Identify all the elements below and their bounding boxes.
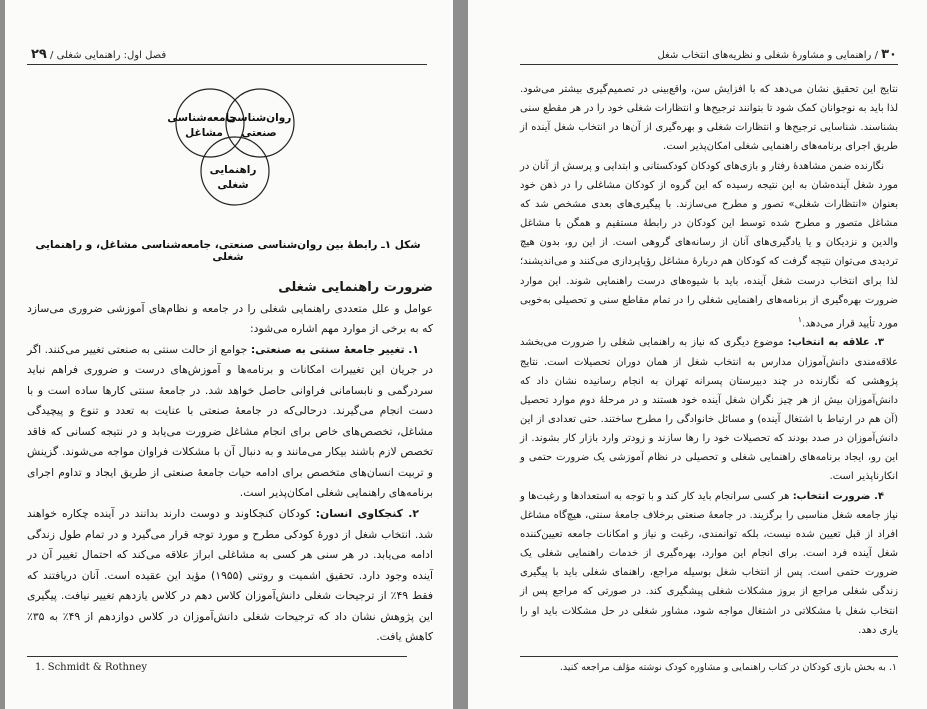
item-3-text: موضوع دیگری که نیاز به راهنمایی شغلی را ضرورت می‌بخشد علاقه‌مندی دانش‌آموزان مدارس به انتخاب شغل از همان دوران تحصیلات است. نتایج پژوهشی که نگارنده در چند دبیرستان پسرانه تهران به انجام رسانیده نشان داد که دانش‌آموزان بیش از هر چیز نگران شغل آینده خود هستند و در مرحلهٔ دوم موارد تحصیل (آن هم در ارتباط با اشتغال آینده) و مسائل خانوادگی را مطرح ساختند. حتی تعدادی از این دانش‌آموزان در صدد بودند که تحصیلات خود را رها سازند و زودتر وارد بازار کار بشوند. از این رو، ایجاد برنامه‌های راهنمایی شغلی و تحصیلی در نظام آموزشی یک ضرورت حتمی و انکارناپذیر است. (520, 337, 898, 483)
section-title: ضرورت راهنمایی شغلی (278, 280, 433, 295)
left-foot-rule (27, 656, 407, 657)
left-page (5, 0, 453, 709)
venn-label-industrial-psychology: روان‌شناسی صنعتی (226, 112, 292, 139)
intro-paragraph: عوامل و علل متعددی راهنمایی شغلی را در جامعه و نظام‌های آموزشی ضروری می‌سازد که به برخی از موارد مهم اشاره می‌شود: (27, 301, 433, 336)
item-3-heading: ۳. علاقه به انتخاب: (787, 337, 884, 349)
item-2-paragraph (27, 504, 433, 648)
right-page-number: ۳۰ (881, 47, 897, 62)
left-running-head: فصل اول: راهنمایی شغلی / ۲۹ (31, 47, 167, 62)
footnote-marker: ۱ (797, 314, 803, 324)
item-3-paragraph (520, 333, 898, 486)
item-2-heading: ۲. کنجکاوی انسان: (315, 507, 419, 521)
figure-caption: شکل ۱ـ رابطهٔ بین روان‌شناسی صنعتی، جامعه‌شناسی مشاغل، و راهنمایی شغلی (35, 239, 421, 263)
left-head-rule (27, 64, 427, 65)
right-body-text (520, 80, 898, 640)
right-head-rule (520, 64, 898, 65)
latin-footnote: 1. Schmidt & Rothney (35, 662, 147, 673)
left-body-text (27, 278, 433, 648)
item-4-text: هر کسی سرانجام باید کار کند و با توجه به استعدادها و رغبت‌ها و نیاز جامعه شغل مناسبی را برگزیند. در جامعهٔ صنعتی برخلاف جامعهٔ سنتی، هیچ‌گاه مشاغل افراد از قبل تعیین شده نیست، بلکه توانمندی، رغبت و نیاز و امکانات جامعه تعیین‌کننده شغل آینده فرد است. برای انجام این موارد، بهره‌گیری از خدمات راهنمایی شغلی یک ضرورت حتمی است. پس از انتخاب شغل بوسیله مراجع، راهنمای شغلی باید با پیگیری زندگی شغلی مراجع از بروز مشکلات شغلی پیشگیری کند. در صورتی که مراجع پس از انتخاب شغل با مشکلاتی در اشتغال مواجه شود، مشاور شغلی در حل مشکلات باید او را یاری دهد. (520, 490, 898, 636)
item-2-text: کودکان کنجکاوند و دوست دارند بدانند در آینده چکاره خواهند شد. انتخاب شغل از دورهٔ کودکی مطرح و مورد توجه قرار می‌گیرد و در تمام طول زندگی ادامه می‌یابد. در هر سنی هر کسی به مشاغلی ابراز علاقه می‌کند که احتمال تغییر آن در آینده وجود دارد. تحقیق اشمیت و روتنی (۱۹۵۵) مؤید این عقیده است. آنان دریافتند که فقط ۴۹٪ از ترجیحات شغلی دانش‌آموزان کلاس دهم در کلاس یازدهم تغییر نیافت. پیگیری این پژوهش نشان داد که ترجیحات شغلی دانش‌آموزان در کلاس دوازدهم از ۴۹٪ به ۳۵٪ کاهش یافت. (27, 507, 433, 644)
right-page (468, 0, 927, 709)
item-1-heading: ۱. تغییر جامعهٔ سنتی به صنعتی: (250, 342, 420, 356)
venn-label-occupational-sociology: جامعه‌شناسی مشاغل (167, 112, 237, 139)
item-1-text: جوامع از حالت سنتی به صنعتی تغییر می‌کنند. اگر در جریان این تغییرات امکانات و برنامه‌ها و آموزش‌های درست و ضروری فراهم نباید سردرگمی و نابسامانی فراوانی حاصل خواهد شد. در جامعهٔ سنتی کارها ساده است و با دست انجام می‌گیرند. درحالی‌که در جامعهٔ صنعتی با عنایت به تعدد و تنوع و پیچیدگی مشاغل، تخصص‌های خاص برای انجام مشاغل ضرورت می‌یابد و در نتیجه کسانی که فاقد تخصص لازم باشند بیکار می‌مانند و به دنبال آن با مشکلات فراوان مواجه می‌شوند. گزینش و تربیت انسان‌های متخصص برای ادامه حیات جامعهٔ صنعتی از طریق ایجاد و تداوم اجرای برنامه‌های راهنمایی شغلی امکان‌پذیر است. (27, 342, 433, 500)
paragraph-2 (520, 157, 898, 334)
venn-label-career-guidance: راهنمایی شغلی (209, 164, 257, 191)
item-4-paragraph (520, 487, 898, 640)
paragraph-2-text: نگارنده ضمن مشاهدهٔ رفتار و بازی‌های کودکان کودکستانی و ابتدایی و پرسش از آنان در مورد شغل آینده‌شان به این نتیجه رسیده که این گروه از کودکان مشاغلی را در ذهن خود بعنوان «انتظارات شغلی» تصور و مطرح می‌سازند. با پیگیری‌های بعدی مشخص شد که مشاغل متصور و مطرح شده توسط این کودکان در رابطهٔ مستقیم و همگن با مشاغل والدین و نزدیکان و یا یادگیری‌های آنان از رسانه‌های گروهی است. از این رو، بدون هیچ تردیدی می‌توان نتیجه گرفت که کودکان هم دربارهٔ مشاغل رؤیاپردازی می‌کنند و می‌اندیشند؛ لذا برای انتخاب درست شغل آینده، باید با شیوه‌های درست راهنمایی شوند. این موارد ضرورت بهره‌گیری از برنامه‌های راهنمایی شغلی را در تمام مقاطع سنی و تحصیلی به‌خوبی مورد تأیید قرار می‌دهد. (520, 160, 898, 330)
item-1-paragraph (27, 340, 433, 504)
right-foot-rule (520, 656, 898, 657)
left-page-number: ۲۹ (31, 47, 47, 62)
paragraph-1: نتایج این تحقیق نشان می‌دهد که با افزایش سن، واقع‌بینی در تصمیم‌گیری بیشتر می‌شود. لذا باید به نوجوانان کمک شود تا بتوانند ترجیح‌ها و انتظارات شغلی خود را در هر مقطع سنی بشناسند. شناسایی ترجیح‌ها و انتظارات شغلی و بهره‌گیری از آن‌ها در انتخاب شغل آینده از طریق اجرای برنامه‌های راهنمایی شغلی امکان‌پذیر است. (520, 84, 898, 153)
right-footnote: ۱. به بخش بازی کودکان در کتاب راهنمایی و مشاوره کودک نوشته مؤلف مراجعه کنید. (559, 662, 897, 673)
right-running-head: ۳۰ / راهنمایی و مشاورهٔ شغلی و نظریه‌های انتخاب شغل (657, 47, 897, 62)
item-4-heading: ۴. ضرورت انتخاب: (792, 490, 884, 502)
